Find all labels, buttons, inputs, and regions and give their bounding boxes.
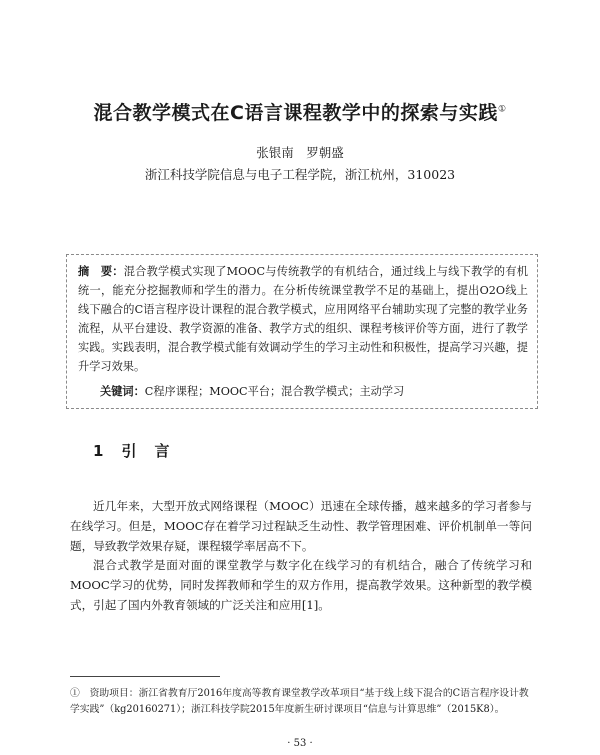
keywords-text: C程序课程；MOOC平台；混合教学模式；主动学习 <box>144 385 405 398</box>
keywords-label: 关键词： <box>100 385 145 398</box>
footnote-divider <box>70 676 220 677</box>
footnote: ① 资助项目：浙江省教育厅2016年度高等教育课堂教学改革项目“基于线上线下混合的C语言程序设计教学实践”（kg20160271）；浙江科技学院2015年度新生研讨课项目“信息与计算思维”（2015K8）。 <box>70 688 529 715</box>
body-paragraph: 混合式教学是面对面的课堂教学与数字化在线学习的有机结合，融合了传统学习和MOOC学习的优势，同时发挥教师和学生的双方作用，提高教学效果。这种新型的教学模式，引起了国内外教育领域的广泛关注和应用[1]。 <box>70 557 532 612</box>
page-number: · 53 · <box>287 738 313 749</box>
keywords <box>100 383 520 399</box>
abstract <box>78 262 528 376</box>
section-title: 引言 <box>121 442 188 460</box>
paper-title: 混合教学模式在C语言课程教学中的探索与实践① <box>93 102 507 124</box>
abstract-text: 混合教学模式实现了MOOC与传统教学的有机结合，通过线上与线下教学的有机统一，能充分挖掘教师和学生的潜力。在分析传统课堂教学不足的基础上，提出O2O线上线下融合的C语言程序设计课程的混合教学模式，应用网络平台辅助实现了完整的教学业务流程，从平台建设、教学资源的准备、教学方式的组织、课程考核评价等方面，进行了教学实践。实践表明，混合教学模式能有效调动学生的学习主动性和积极性，提高学习兴趣，提升学习效果。 <box>78 265 528 373</box>
body-paragraph: 近几年来，大型开放式网络课程（MOOC）迅速在全球传播，越来越多的学习者参与在线学习。但是，MOOC存在着学习过程缺乏生动性、教学管理困难、评价机制单一等问题，导致教学效果存疑，课程辍学率居高不下。 <box>70 498 532 553</box>
section-heading <box>93 440 187 461</box>
affiliation: 浙江科技学院信息与电子工程学院，浙江杭州，310023 <box>144 167 456 182</box>
authors: 张银南 罗朝盛 <box>256 145 344 160</box>
title-footnote-mark: ① <box>497 104 507 115</box>
section-number: 1 <box>93 442 104 460</box>
abstract-label: 摘 要： <box>78 265 124 278</box>
